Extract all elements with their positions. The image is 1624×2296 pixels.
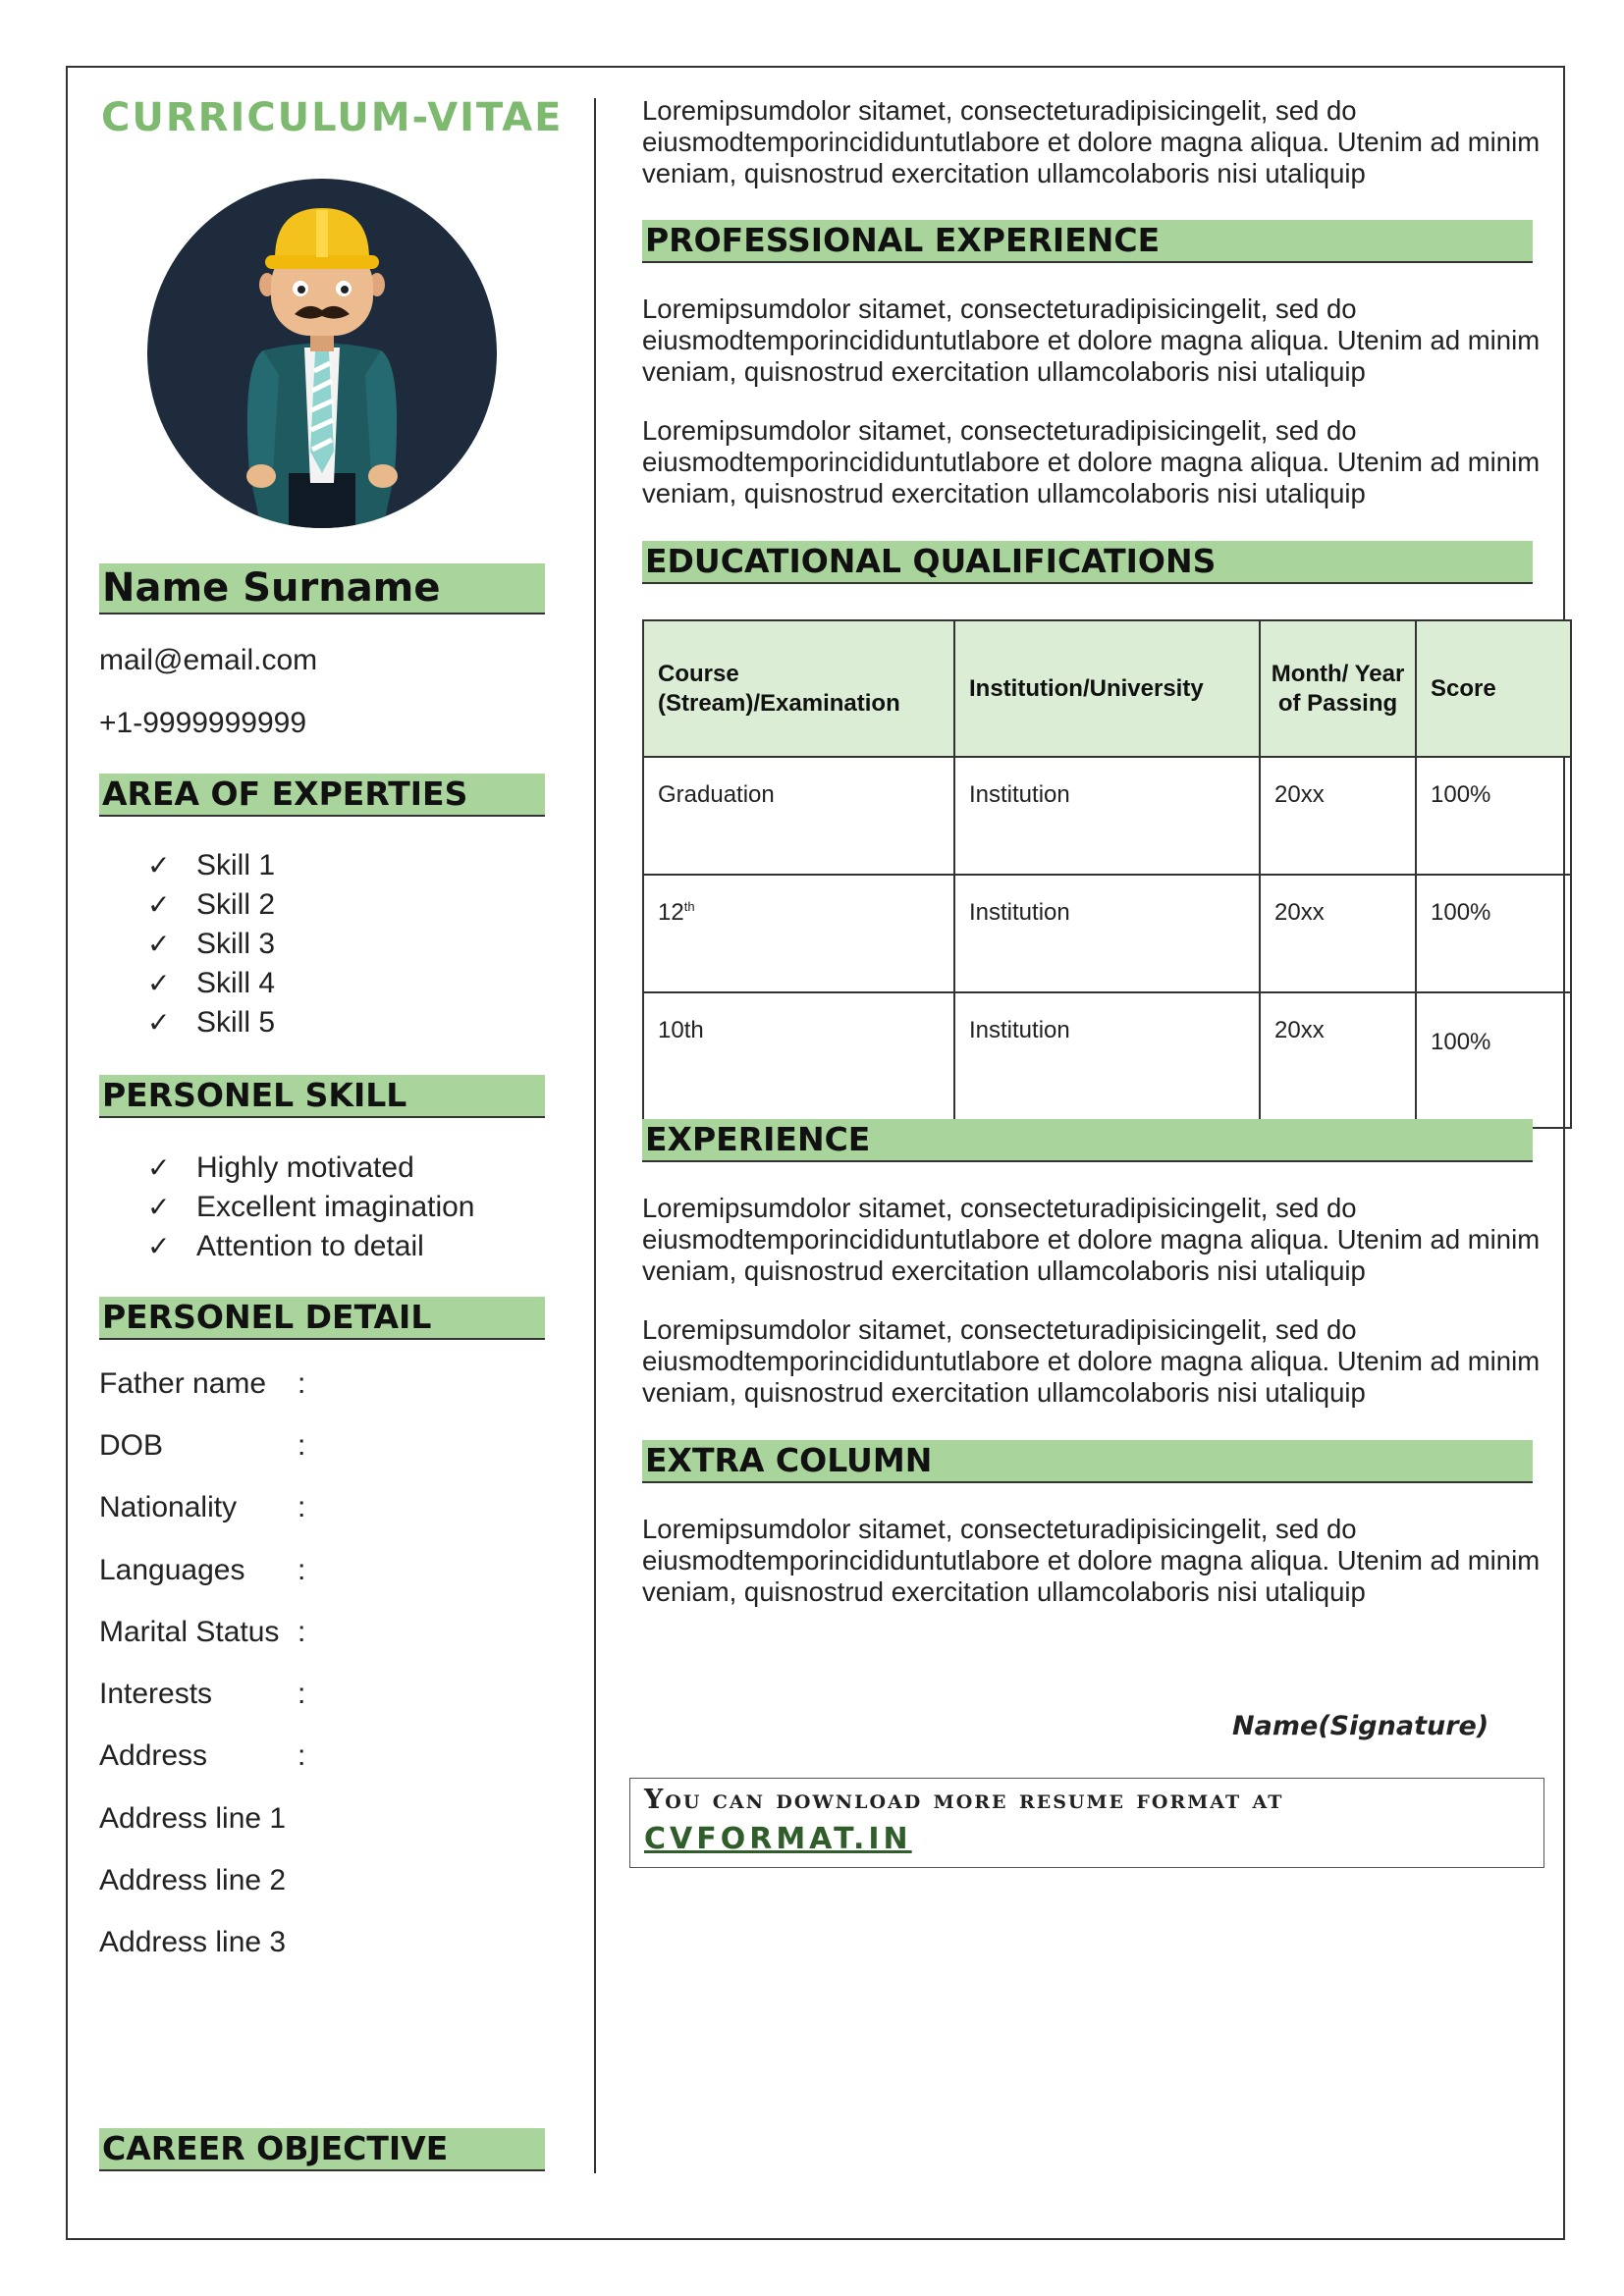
- detail-dob: DOB :: [99, 1429, 306, 1462]
- table-row: [643, 875, 1571, 992]
- list-item: ✓ Excellent imagination: [147, 1188, 475, 1227]
- intro-paragraph: Loremipsumdolor sitamet, consecteturadipisicingelit, sed do eiusmodtemporincididuntutlabore et dolore magna aliqua. Utenim ad minim veniam, quisnostrud exercitation ullamcolaboris nisi utaliquip: [642, 95, 1541, 188]
- check-icon: ✓: [147, 1191, 171, 1223]
- check-icon: ✓: [147, 1006, 171, 1039]
- list-item: ✓ Skill 3: [147, 925, 275, 964]
- list-item: ✓ Skill 1: [147, 846, 275, 885]
- column-header-course: Course (Stream)/Examination: [643, 620, 954, 757]
- detail-languages: Languages :: [99, 1554, 306, 1586]
- expertise-list: [147, 846, 275, 1042]
- phone-text: +1-9999999999: [99, 707, 307, 739]
- cell-year: 20xx: [1260, 992, 1416, 1128]
- check-icon: ✓: [147, 888, 171, 921]
- download-promo-box: [629, 1778, 1544, 1868]
- cell-year: 20xx: [1260, 875, 1416, 992]
- address-line-1: Address line 1: [99, 1802, 287, 1835]
- table-header-row: [643, 620, 1571, 757]
- column-header-year: Month/ Year of Passing: [1260, 620, 1416, 757]
- email-text: mail@email.com: [99, 644, 318, 676]
- detail-interests: Interests :: [99, 1678, 306, 1710]
- professional-experience-paragraph-2: Loremipsumdolor sitamet, consecteturadipisicingelit, sed do eiusmodtemporincididuntutlabore et dolore magna aliqua. Utenim ad minim veniam, quisnostrud exercitation ullamcolaboris nisi utaliquip: [642, 415, 1541, 508]
- personal-skill-list: [147, 1148, 475, 1266]
- extra-column-heading: EXTRA COLUMN: [642, 1440, 1533, 1483]
- list-item: ✓ Skill 2: [147, 885, 275, 925]
- experience-paragraph-2: Loremipsumdolor sitamet, consecteturadipisicingelit, sed do eiusmodtemporincididuntutlabore et dolore magna aliqua. Utenim ad minim veniam, quisnostrud exercitation ullamcolaboris nisi utaliquip: [642, 1314, 1541, 1408]
- professional-experience-paragraph-1: Loremipsumdolor sitamet, consecteturadipisicingelit, sed do eiusmodtemporincididuntutlabore et dolore magna aliqua. Utenim ad minim veniam, quisnostrud exercitation ullamcolaboris nisi utaliquip: [642, 294, 1541, 387]
- extra-column-paragraph: Loremipsumdolor sitamet, consecteturadipisicingelit, sed do eiusmodtemporincididuntutlabore et dolore magna aliqua. Utenim ad minim veniam, quisnostrud exercitation ullamcolaboris nisi utaliquip: [642, 1514, 1541, 1607]
- detail-address: Address :: [99, 1739, 306, 1772]
- column-header-institution: Institution/University: [954, 620, 1260, 757]
- table-row: [643, 757, 1571, 875]
- cv-title: CURRICULUM-VITAE: [101, 95, 564, 140]
- table-row: [643, 992, 1571, 1128]
- cell-course: 10th: [643, 992, 954, 1128]
- expertise-heading: AREA OF EXPERTIES: [99, 774, 545, 817]
- list-item: ✓ Attention to detail: [147, 1227, 475, 1266]
- education-table: [642, 619, 1572, 1129]
- detail-nationality: Nationality :: [99, 1491, 306, 1523]
- check-icon: ✓: [147, 928, 171, 960]
- experience-heading: EXPERIENCE: [642, 1119, 1533, 1162]
- check-icon: ✓: [147, 849, 171, 881]
- name-heading: Name Surname: [99, 563, 545, 614]
- detail-father-name: Father name :: [99, 1367, 306, 1400]
- cell-score: 100%: [1416, 992, 1571, 1128]
- engineer-avatar-icon: [147, 179, 497, 528]
- cell-institution: Institution: [954, 992, 1260, 1128]
- professional-experience-heading: PROFESSIONAL EXPERIENCE: [642, 220, 1533, 263]
- cell-score: 100%: [1416, 757, 1571, 875]
- cell-institution: Institution: [954, 875, 1260, 992]
- list-item: ✓ Highly motivated: [147, 1148, 475, 1188]
- cell-institution: Institution: [954, 757, 1260, 875]
- cell-year: 20xx: [1260, 757, 1416, 875]
- column-divider: [594, 98, 596, 2173]
- check-icon: ✓: [147, 1151, 171, 1184]
- signature-label: Name(Signature): [1232, 1711, 1489, 1741]
- detail-marital-status: Marital Status :: [99, 1616, 306, 1648]
- list-item: ✓ Skill 5: [147, 1003, 275, 1042]
- personal-detail-heading: PERSONEL DETAIL: [99, 1297, 545, 1340]
- check-icon: ✓: [147, 1230, 171, 1262]
- check-icon: ✓: [147, 967, 171, 999]
- promo-text: You can download more resume format at: [644, 1785, 1284, 1815]
- cvformat-link[interactable]: CVFORMAT.IN: [644, 1822, 912, 1856]
- education-heading: EDUCATIONAL QUALIFICATIONS: [642, 541, 1533, 584]
- list-item: ✓ Skill 4: [147, 964, 275, 1003]
- cell-score: 100%: [1416, 875, 1571, 992]
- address-line-2: Address line 2: [99, 1864, 287, 1896]
- personal-skill-heading: PERSONEL SKILL: [99, 1075, 545, 1118]
- address-line-3: Address line 3: [99, 1926, 287, 1958]
- column-header-score: Score: [1416, 620, 1571, 757]
- cell-course: 12th: [643, 875, 954, 992]
- career-objective-heading: CAREER OBJECTIVE: [99, 2128, 545, 2171]
- experience-paragraph-1: Loremipsumdolor sitamet, consecteturadipisicingelit, sed do eiusmodtemporincididuntutlabore et dolore magna aliqua. Utenim ad minim veniam, quisnostrud exercitation ullamcolaboris nisi utaliquip: [642, 1193, 1541, 1286]
- cell-course: Graduation: [643, 757, 954, 875]
